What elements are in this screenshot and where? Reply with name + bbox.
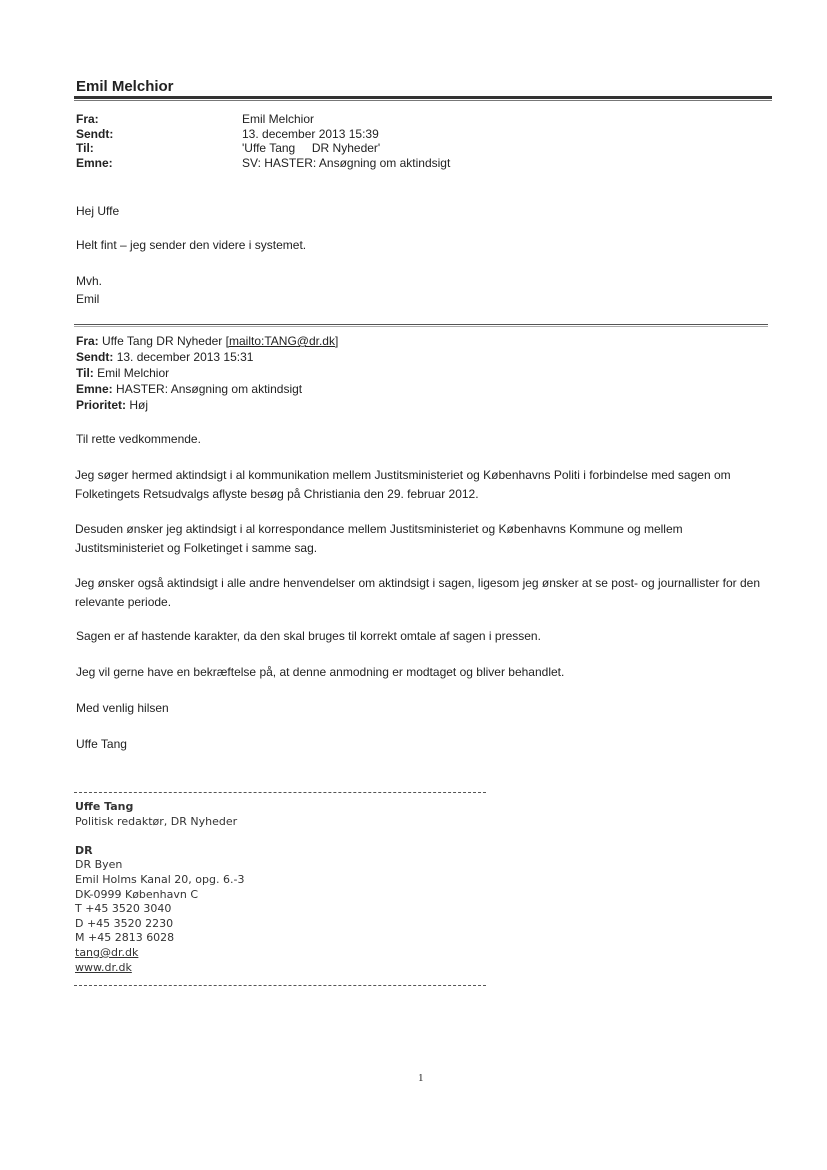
document-owner-name: Emil Melchior xyxy=(76,78,174,95)
owner-heading-rule-thin xyxy=(74,100,772,101)
header-subject-value: SV: HASTER: Ansøgning om aktindsigt xyxy=(242,155,451,170)
forwarded-sent-value: 13. december 2013 15:31 xyxy=(116,350,254,364)
header-to-label: Til: xyxy=(76,141,94,155)
reply-line: Helt fint – jeg sender den videre i systemet. xyxy=(76,238,307,252)
email-signature xyxy=(75,800,244,975)
signature-email-link[interactable]: tang@dr.dk xyxy=(75,945,139,959)
message-paragraph-1: Jeg søger hermed aktindsigt i al kommunikation mellem Justitsministeriet og Københavns Politi i forbindelse med sagen om Folketingets Retsudvalgs aflyste besøg på Christiania den 29. februar 2012. xyxy=(75,468,731,501)
page-number: 1 xyxy=(418,1072,424,1084)
forwarded-header-block xyxy=(76,333,338,413)
forwarded-sent-row xyxy=(76,349,338,365)
forwarded-from-row xyxy=(76,333,338,349)
signature-org: DR xyxy=(75,843,93,857)
forwarded-priority-label: Prioritet: xyxy=(76,398,127,412)
header-to-value: 'Uffe Tang DR Nyheder' xyxy=(242,141,381,155)
forwarded-from-label: Fra: xyxy=(76,334,99,348)
forwarded-sent-label: Sendt: xyxy=(76,350,114,364)
forwarded-from-value: Uffe Tang DR Nyheder xyxy=(102,334,223,348)
header-sent-label: Sendt: xyxy=(76,126,114,141)
signature-address-line-1: Emil Holms Kanal 20, opg. 6.-3 xyxy=(75,872,245,886)
forwarded-priority-value: Høj xyxy=(129,398,149,412)
message-closing: Med venlig hilsen xyxy=(76,701,169,715)
header-sent-value: 13. december 2013 15:39 xyxy=(242,126,379,141)
signature-title: Politisk redaktør, DR Nyheder xyxy=(75,814,238,828)
reply-closing: Mvh. xyxy=(76,274,103,288)
header-from-value: Emil Melchior xyxy=(242,112,315,126)
header-subject-label: Emne: xyxy=(76,155,113,170)
signature-address-line-2: DK-0999 København C xyxy=(75,887,199,901)
forwarded-to-value: Emil Melchior xyxy=(97,366,170,380)
forwarded-from-mailto-link[interactable]: [mailto:TANG@dr.dk] xyxy=(225,334,339,348)
signature-top-dashed-rule xyxy=(74,792,486,793)
forwarded-priority-row xyxy=(76,397,338,413)
signature-name: Uffe Tang xyxy=(75,800,134,813)
signature-phone-d: D +45 3520 2230 xyxy=(75,916,174,930)
signature-phone-m: M +45 2813 6028 xyxy=(75,931,175,945)
message-paragraph-2: Desuden ønsker jeg aktindsigt i al korrespondance mellem Justitsministeriet og Københavns Kommune og mellem Justitsministeriet og Folketinget i samme sag. xyxy=(75,522,683,555)
owner-heading-rule xyxy=(74,96,772,99)
forwarded-to-label: Til: xyxy=(76,366,94,380)
forward-separator xyxy=(74,324,768,325)
forwarded-subject-row xyxy=(76,381,338,397)
signature-phone-t: T +45 3520 3040 xyxy=(75,902,172,916)
forwarded-subject-value: HASTER: Ansøgning om aktindsigt xyxy=(116,382,303,396)
message-signoff-name: Uffe Tang xyxy=(76,737,127,751)
forwarded-to-row xyxy=(76,365,338,381)
forward-separator-thin xyxy=(74,326,768,327)
signature-bottom-dashed-rule xyxy=(74,985,486,986)
signature-org-unit: DR Byen xyxy=(75,858,123,872)
forwarded-subject-label: Emne: xyxy=(76,382,113,396)
message-paragraph-3: Jeg ønsker også aktindsigt i alle andre henvendelser om aktindsigt i sagen, ligesom jeg ønsker at se post- og journallister for den relevante periode. xyxy=(75,576,761,609)
header-from-label: Fra: xyxy=(76,112,99,126)
message-paragraph-5: Jeg vil gerne have en bekræftelse på, at denne anmodning er modtaget og bliver behandlet. xyxy=(76,665,565,679)
message-salutation: Til rette vedkommende. xyxy=(76,432,201,446)
message-paragraph-4: Sagen er af hastende karakter, da den skal bruges til korrekt omtale af sagen i pressen. xyxy=(76,629,541,643)
reply-signoff-name: Emil xyxy=(76,292,100,306)
signature-web-link[interactable]: www.dr.dk xyxy=(75,960,132,974)
reply-greeting: Hej Uffe xyxy=(76,204,120,218)
